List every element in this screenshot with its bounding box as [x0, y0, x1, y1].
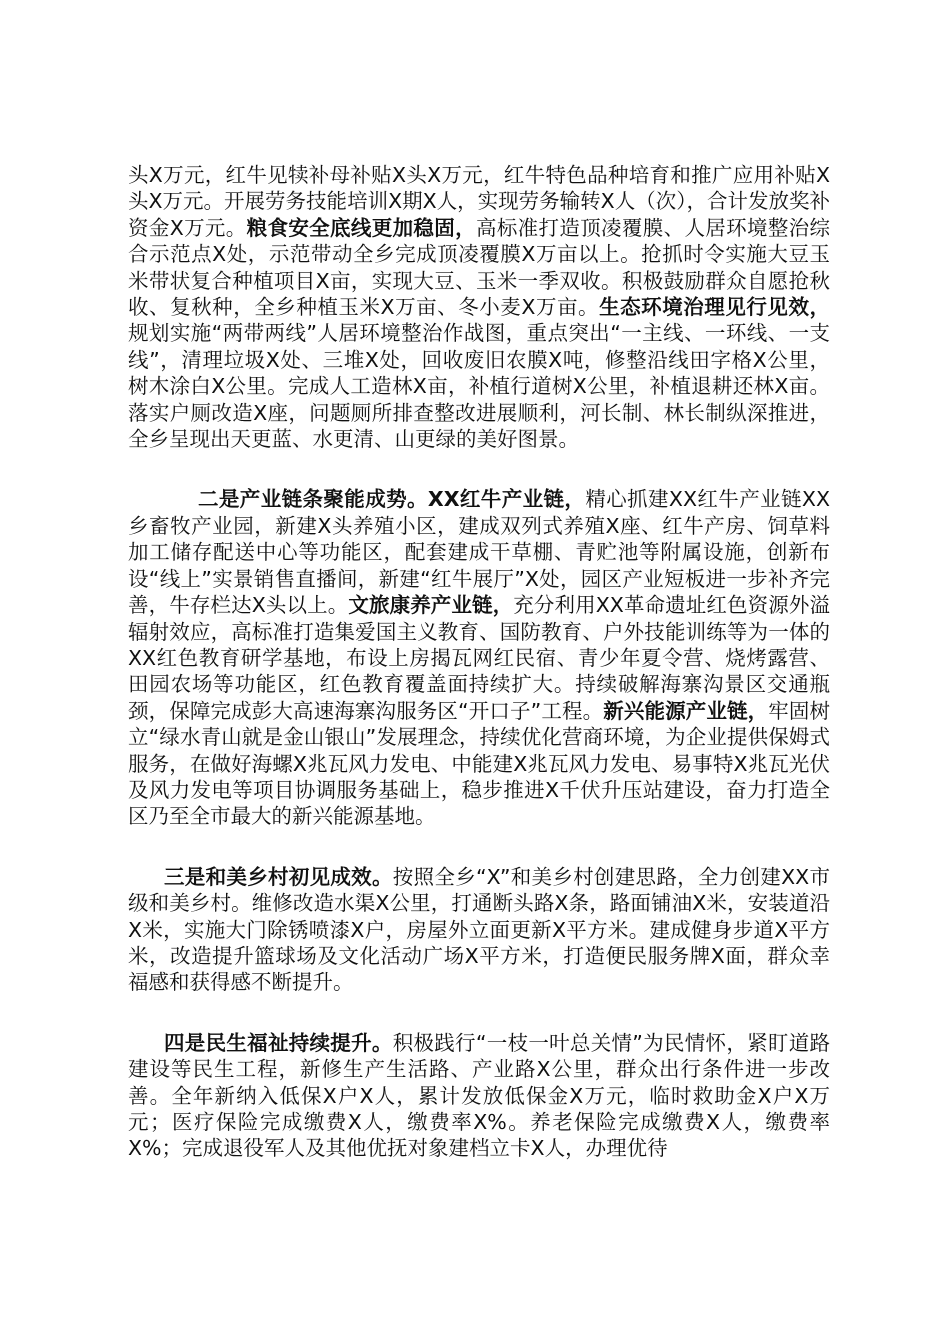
- bold-heading: 三是和美乡村初见成效。: [164, 864, 393, 889]
- bold-heading: 四是民生福祉持续提升。: [164, 1030, 393, 1055]
- bold-heading: 粮食安全底线更加稳固，: [246, 215, 476, 240]
- paragraph-beautiful-village: [128, 864, 830, 996]
- text-segment: 按照全乡“X”和美乡村创建思路，全力创建XX市级和美乡村。维修改造水渠X公里，打通断头路X条，路面铺油X米，安装道沿X米，实施大门除锈喷漆X户，房屋外立面更新X平方米。建成健身步道X平方米，改造提升篮球场及文化活动广场X平方米，打造便民服务牌X面，群众幸福感和获得感不断提升。: [128, 864, 831, 995]
- text-segment: 精心抓建XX红牛产业链XX乡畜牧产业园，新建X头养殖小区，建成双列式养殖X座、红牛产房、饲草料加工储存配送中心等功能区，配套建成干草棚、青贮池等附属设施，创新布设“线上”实景销售直播间，新建“红牛展厅”X处，园区产业短板进一步补齐完善，牛存栏达X头以上。: [128, 487, 830, 618]
- text-segment: 牢固树立“绿水青山就是金山银山”发展理念，持续优化营商环境，为企业提供保姆式服务，在做好海螺X兆瓦风力发电、中能建X兆瓦风力发电、易事特X兆瓦光伏及风力发电等项目协调服务基础上，稳步推进X千伏升压站建设，奋力打造全区乃至全市最大的新兴能源基地。: [128, 698, 830, 829]
- paragraph-grain-ecology: [128, 162, 830, 452]
- bold-heading: 新兴能源产业链，: [603, 698, 769, 723]
- text-segment: 积极践行“一枝一叶总关情”为民情怀，紧盯道路建设等民生工程，新修生产生活路、产业路X公里，群众出行条件进一步改善。全年新纳入低保X户X人，累计发放低保金X万元，临时救助金X户X万元；医疗保险完成缴费X人，缴费率X%。养老保险完成缴费X人，缴费率X%；完成退役军人及其他优抚对象建档立卡X人，办理优待: [128, 1030, 830, 1161]
- paragraph-livelihood: [128, 1030, 830, 1162]
- text-segment: 充分利用XX革命遗址红色资源外溢辐射效应，高标准打造集爱国主义教育、国防教育、户外技能训练等为一体的XX红色教育研学基地，布设上房揭瓦网红民宿、青少年夏令营、烧烤露营、田园农场等功能区，红色教育覆盖面持续扩大。持续破解海寨沟景区交通瓶颈，保障完成彭大高速海寨沟服务区“开口子”工程。: [128, 593, 831, 723]
- text-segment: 高标准打造顶凌覆膜、人居环境整治综合示范点X处，示范带动全乡完成顶凌覆膜X万亩以上。抢抓时令实施大豆玉米带状复合种植项目X亩，实现大豆、玉米一季双收。积极鼓励群众自愿抢秋收、复秋种，全乡种植玉米X万亩、冬小麦X万亩。: [128, 215, 831, 320]
- text-segment: 规划实施“两带两线”人居环境整治作战图，重点突出“一主线、一环线、一支线”，清理垃圾X处、三堆X处，回收废旧农膜X吨，修整沿线田字格X公里，树木涂白X公里。完成人工造林X亩，补植行道树X公里，补植退耕还林X亩。落实户厕改造X座，问题厕所排查整改进展顺利，河长制、林长制纵深推进，全乡呈现出天更蓝、水更清、山更绿的美好图景。: [128, 321, 830, 452]
- bold-heading: 生态环境治理见行见效，: [599, 295, 831, 320]
- paragraph-industry-chain: [128, 486, 830, 829]
- text-segment: 头X万元，红牛见犊补母补贴X头X万元，红牛特色品种培育和推广应用补贴X头X万元。开展劳务技能培训X期X人，实现劳务输转X人（次），合计发放奖补资金X万元。: [128, 163, 830, 240]
- bold-heading: 二是产业链条聚能成势。XX红牛产业链，: [198, 487, 586, 512]
- bold-heading: 文旅康养产业链，: [348, 593, 514, 618]
